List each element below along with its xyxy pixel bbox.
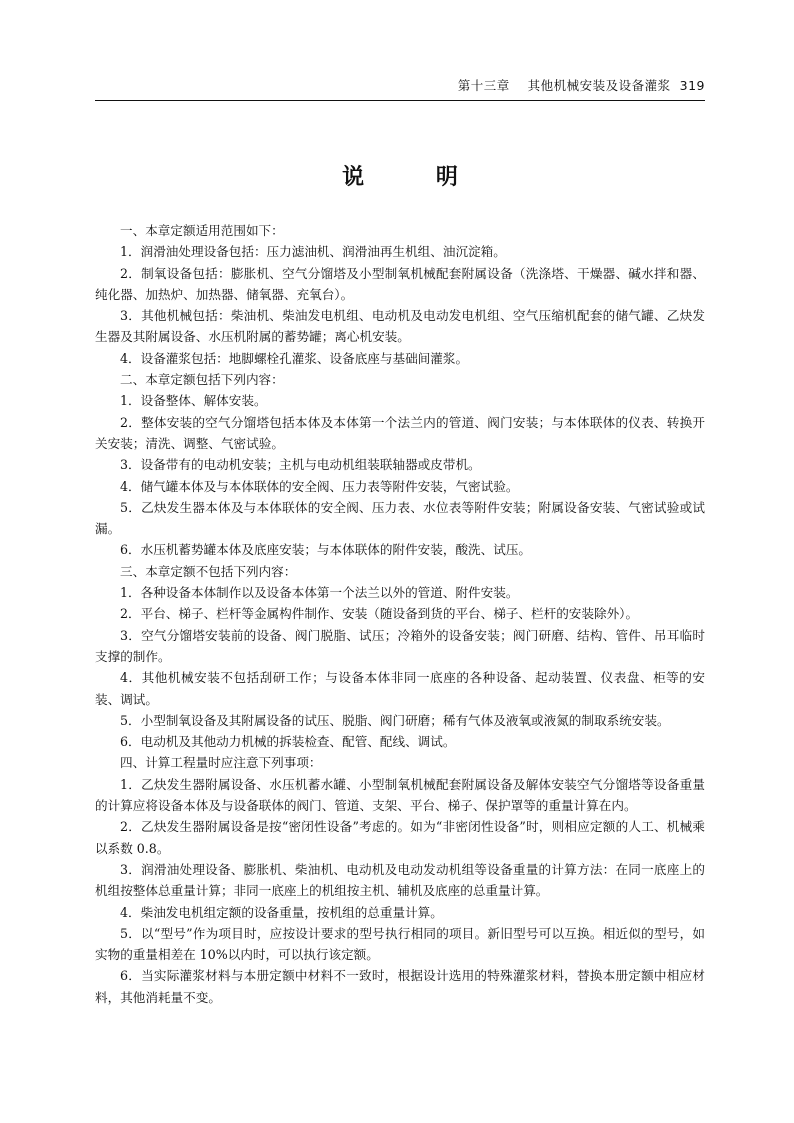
list-item: 3．空气分馏塔安装前的设备、阀门脱脂、试压；冷箱外的设备安装；阀门研磨、结构、管件、吊耳临时支撑的制作。 [95,627,705,664]
list-item: 1．乙炔发生器附属设备、水压机蓄水罐、小型制氧机械配套附属设备及解体安装空气分馏塔等设备重量的计算应将设备本体及与设备联体的阀门、管道、支架、平台、梯子、保护罩等的重量计算在内。 [95,776,705,814]
list-item: 2．乙炔发生器附属设备是按“密闭性设备”考虑的。如为“非密闭性设备”时，则相应定额的人工、机械乘以系数 0.8。 [95,819,705,856]
page-title: 说 明 [342,165,490,190]
chapter-title: 其他机械安装及设备灌浆 [527,78,671,93]
body-text [95,220,705,1008]
header-rule [95,100,705,101]
list-item: 1．各种设备本体制作以及设备本体第一个法兰以外的管道、附件安装。 [120,585,519,601]
list-item: 4．设备灌浆包括：地脚螺栓孔灌浆、设备底座与基础间灌浆。 [120,350,469,366]
list-item: 6．电动机及其他动力机械的拆装检查、配管、配线、调试。 [120,734,456,750]
list-item: 4．其他机械安装不包括刮研工作；与设备本体非同一底座的各种设备、起动装置、仪表盘、柜等的安装、调试。 [95,670,705,707]
list-item: 5．乙炔发生器本体及与本体联体的安全阀、压力表、水位表等附件安装；附属设备安装、气密试验或试漏。 [95,499,705,537]
list-item: 2．制氧设备包括：膨胀机、空气分馏塔及小型制氧机械配套附属设备（洗涤塔、干燥器、碱水拌和器、纯化器、加热炉、加热器、储氧器、充氧台）。 [95,265,705,302]
list-item: 3．润滑油处理设备、膨胀机、柴油机、电动机及电动发动机组等设备重量的计算方法：在同一底座上的机组按整体总重量计算；非同一底座上的机组按主机、辅机及底座的总重量计算。 [95,861,705,899]
section-heading-scope: 一、本章定额适用范围如下： [120,223,284,238]
chapter-number: 第十三章 [457,78,510,93]
list-item: 1．设备整体、解体安装。 [120,393,267,409]
page-number: 319 [679,78,705,93]
list-item: 5．以“型号”作为项目时，应按设计要求的型号执行相同的项目。新旧型号可以互换。相近似的型号，如实物的重量相差在 10%以内时，可以执行该定额。 [95,925,705,963]
list-item: 4．柴油发电机组定额的设备重量，按机组的总重量计算。 [120,904,443,920]
list-item: 3．其他机械包括：柴油机、柴油发电机组、电动机及电动发电机组、空气压缩机配套的储气罐、乙炔发生器及其附属设备、水压机附属的蓄势罐；离心机安装。 [95,308,705,345]
list-item: 6．水压机蓄势罐本体及底座安装；与本体联体的附件安装，酸洗、试压。 [120,542,532,558]
list-item: 2．整体安装的空气分馏塔包括本体及本体第一个法兰内的管道、阀门安装；与本体联体的仪表、转换开关安装；清洗、调整、气密试验。 [95,414,705,451]
section-heading-notes: 四、计算工程量时应注意下列事项： [120,755,322,771]
list-item: 5．小型制氧设备及其附属设备的试压、脱脂、阀门研磨；稀有气体及液氧或液氮的制取系统安装。 [120,712,670,728]
running-header [95,76,705,94]
section-heading-includes: 二、本章定额包括下列内容： [120,372,284,388]
list-item: 2．平台、梯子、栏杆等金属构件制作、安装（随设备到货的平台、梯子、栏杆的安装除外）。 [120,606,639,622]
section-heading-excludes: 三、本章定额不包括下列内容： [120,563,297,579]
list-item: 4．储气罐本体及与本体联体的安全阀、压力表等附件安装，气密试验。 [120,478,519,494]
list-item: 3．设备带有的电动机安装；主机与电动机组装联轴器或皮带机。 [120,457,481,473]
list-item: 1．润滑油处理设备包括：压力滤油机、润滑油再生机组、油沉淀箱。 [120,244,506,260]
list-item: 6．当实际灌浆材料与本册定额中材料不一致时，根据设计选用的特殊灌浆材料，替换本册定额中相应材料，其他消耗量不变。 [95,968,705,1005]
